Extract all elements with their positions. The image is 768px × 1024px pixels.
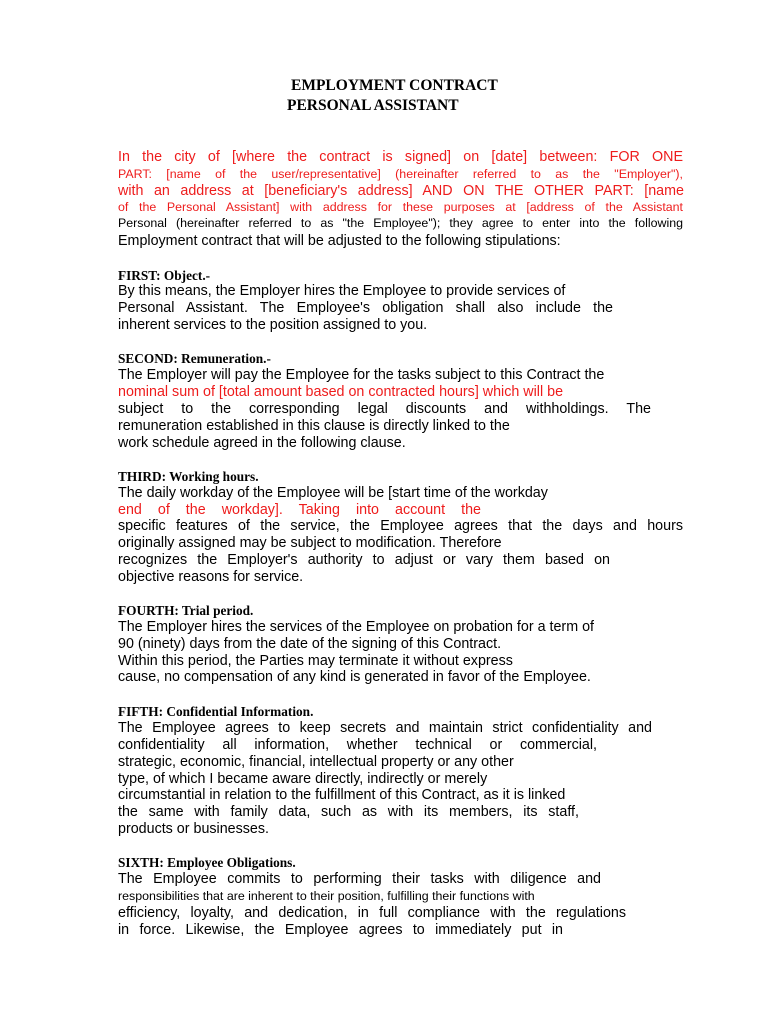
section-line: originally assigned may be subject to modification. Therefore <box>118 535 502 551</box>
section-line: nominal sum of [total amount based on contracted hours] which will be <box>118 384 564 400</box>
section-line: type, of which I became aware directly, indirectly or merely <box>118 771 488 787</box>
section-line: cause, no compensation of any kind is generated in favor of the Employee. <box>118 669 591 685</box>
section-line: strategic, economic, financial, intellectual property or any other <box>118 754 514 770</box>
section-line: The Employee agrees to keep secrets and maintain strict confidentiality and <box>118 720 652 736</box>
section-line: Personal Assistant. The Employee's obligation shall also include the <box>118 300 613 316</box>
section-heading: THIRD: Working hours. <box>118 469 259 484</box>
section-line: in force. Likewise, the Employee agrees to immediately put in <box>118 922 563 938</box>
intro-line: Personal (hereinafter referred to as "the Employee"); they agree to enter into the following <box>118 216 683 230</box>
intro-line: of the Personal Assistant] with address for these purposes at [address of the Assistant <box>118 200 683 214</box>
section-line: The daily workday of the Employee will be [start time of the workday <box>118 485 548 501</box>
intro-line: In the city of [where the contract is signed] on [date] between: FOR ONE <box>118 149 683 165</box>
section-line: Within this period, the Parties may terminate it without express <box>118 653 513 669</box>
section-line: objective reasons for service. <box>118 569 304 585</box>
section-heading: FOURTH: Trial period. <box>118 603 254 618</box>
section-heading: FIRST: Object.- <box>118 268 211 283</box>
section-line: circumstantial in relation to the fulfillment of this Contract, as it is linked <box>118 787 566 803</box>
document-title: EMPLOYMENT CONTRACT <box>291 77 498 94</box>
section-line: end of the workday]. Taking into account the <box>118 502 481 518</box>
section-line: efficiency, loyalty, and dedication, in full compliance with the regulations <box>118 905 626 921</box>
intro-line: with an address at [beneficiary's address] AND ON THE OTHER PART: [name <box>118 183 684 199</box>
section-line: responsibilities that are inherent to their position, fulfilling their functions with <box>118 889 535 903</box>
section-line: By this means, the Employer hires the Employee to provide services of <box>118 283 566 299</box>
intro-line: Employment contract that will be adjusted to the following stipulations: <box>118 233 561 249</box>
section-heading: SECOND: Remuneration.- <box>118 351 271 366</box>
section-line: specific features of the service, the Employee agrees that the days and hours <box>118 518 683 534</box>
section-line: 90 (ninety) days from the date of the signing of this Contract. <box>118 636 502 652</box>
section-line: The Employee commits to performing their tasks with diligence and <box>118 871 601 887</box>
section-line: The Employer will pay the Employee for the tasks subject to this Contract the <box>118 367 605 383</box>
section-line: subject to the corresponding legal discounts and withholdings. The <box>118 401 651 417</box>
document-subtitle: PERSONAL ASSISTANT <box>287 97 459 114</box>
section-line: the same with family data, such as with its members, its staff, <box>118 804 579 820</box>
section-line: products or businesses. <box>118 821 269 837</box>
section-line: The Employer hires the services of the Employee on probation for a term of <box>118 619 594 635</box>
section-line: remuneration established in this clause is directly linked to the <box>118 418 510 434</box>
section-heading: FIFTH: Confidential Information. <box>118 704 314 719</box>
section-heading: SIXTH: Employee Obligations. <box>118 855 296 870</box>
intro-line: PART: [name of the user/representative] (hereinafter referred to as the "Employer"), <box>118 167 683 181</box>
section-line: confidentiality all information, whether technical or commercial, <box>118 737 597 753</box>
section-line: work schedule agreed in the following clause. <box>118 435 406 451</box>
section-line: recognizes the Employer's authority to adjust or vary them based on <box>118 552 610 568</box>
section-line: inherent services to the position assigned to you. <box>118 317 428 333</box>
